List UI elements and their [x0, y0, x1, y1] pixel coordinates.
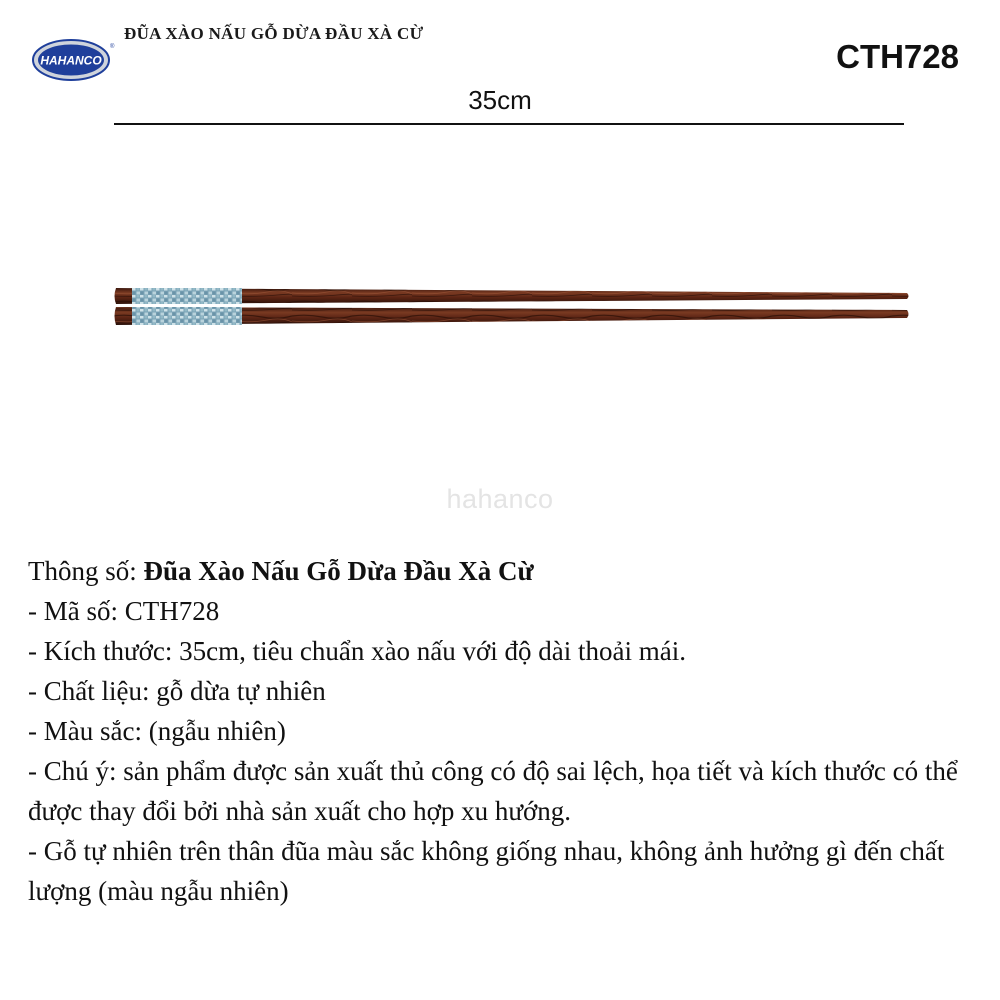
spec-line-size: - Kích thước: 35cm, tiêu chuẩn xào nấu với độ dài thoải mái.: [28, 636, 687, 666]
chopstick-bottom: [115, 307, 909, 325]
hahanco-logo: [31, 38, 113, 82]
dimension-line: [114, 123, 904, 125]
spec-line-material: - Chất liệu: gỗ dừa tự nhiên: [28, 676, 326, 706]
chopsticks-image: [112, 284, 912, 330]
specs-intro: [28, 551, 978, 591]
header-title: ĐŨA XÀO NẤU GỖ DỪA ĐẦU XÀ CỪ: [124, 24, 424, 43]
spec-line-wood: - Gỗ tự nhiên trên thân đũa màu sắc không giống nhau, không ảnh hưởng gì đến chất lượng (màu ngẫu nhiên): [28, 836, 945, 906]
dimension-label: 35cm: [468, 85, 532, 115]
spec-line-note: - Chú ý: sản phẩm được sản xuất thủ công có độ sai lệch, họa tiết và kích thước có thể được thay đổi bởi nhà sản xuất cho hợp xu hướng.: [28, 756, 958, 826]
spec-line-color: - Màu sắc: (ngẫu nhiên): [28, 716, 286, 746]
svg-text:®: ®: [110, 44, 115, 50]
spec-line-code: - Mã số: CTH728: [28, 596, 220, 626]
specs-intro-label: Thông số:: [28, 556, 144, 586]
logo-text: HAHANCO: [40, 53, 102, 68]
specs-block: [28, 551, 978, 911]
watermark: hahanco: [446, 484, 554, 514]
specs-product-name: Đũa Xào Nấu Gỗ Dừa Đầu Xà Cừ: [143, 556, 534, 586]
product-code: CTH728: [836, 38, 959, 75]
chopstick-top: [115, 288, 909, 304]
